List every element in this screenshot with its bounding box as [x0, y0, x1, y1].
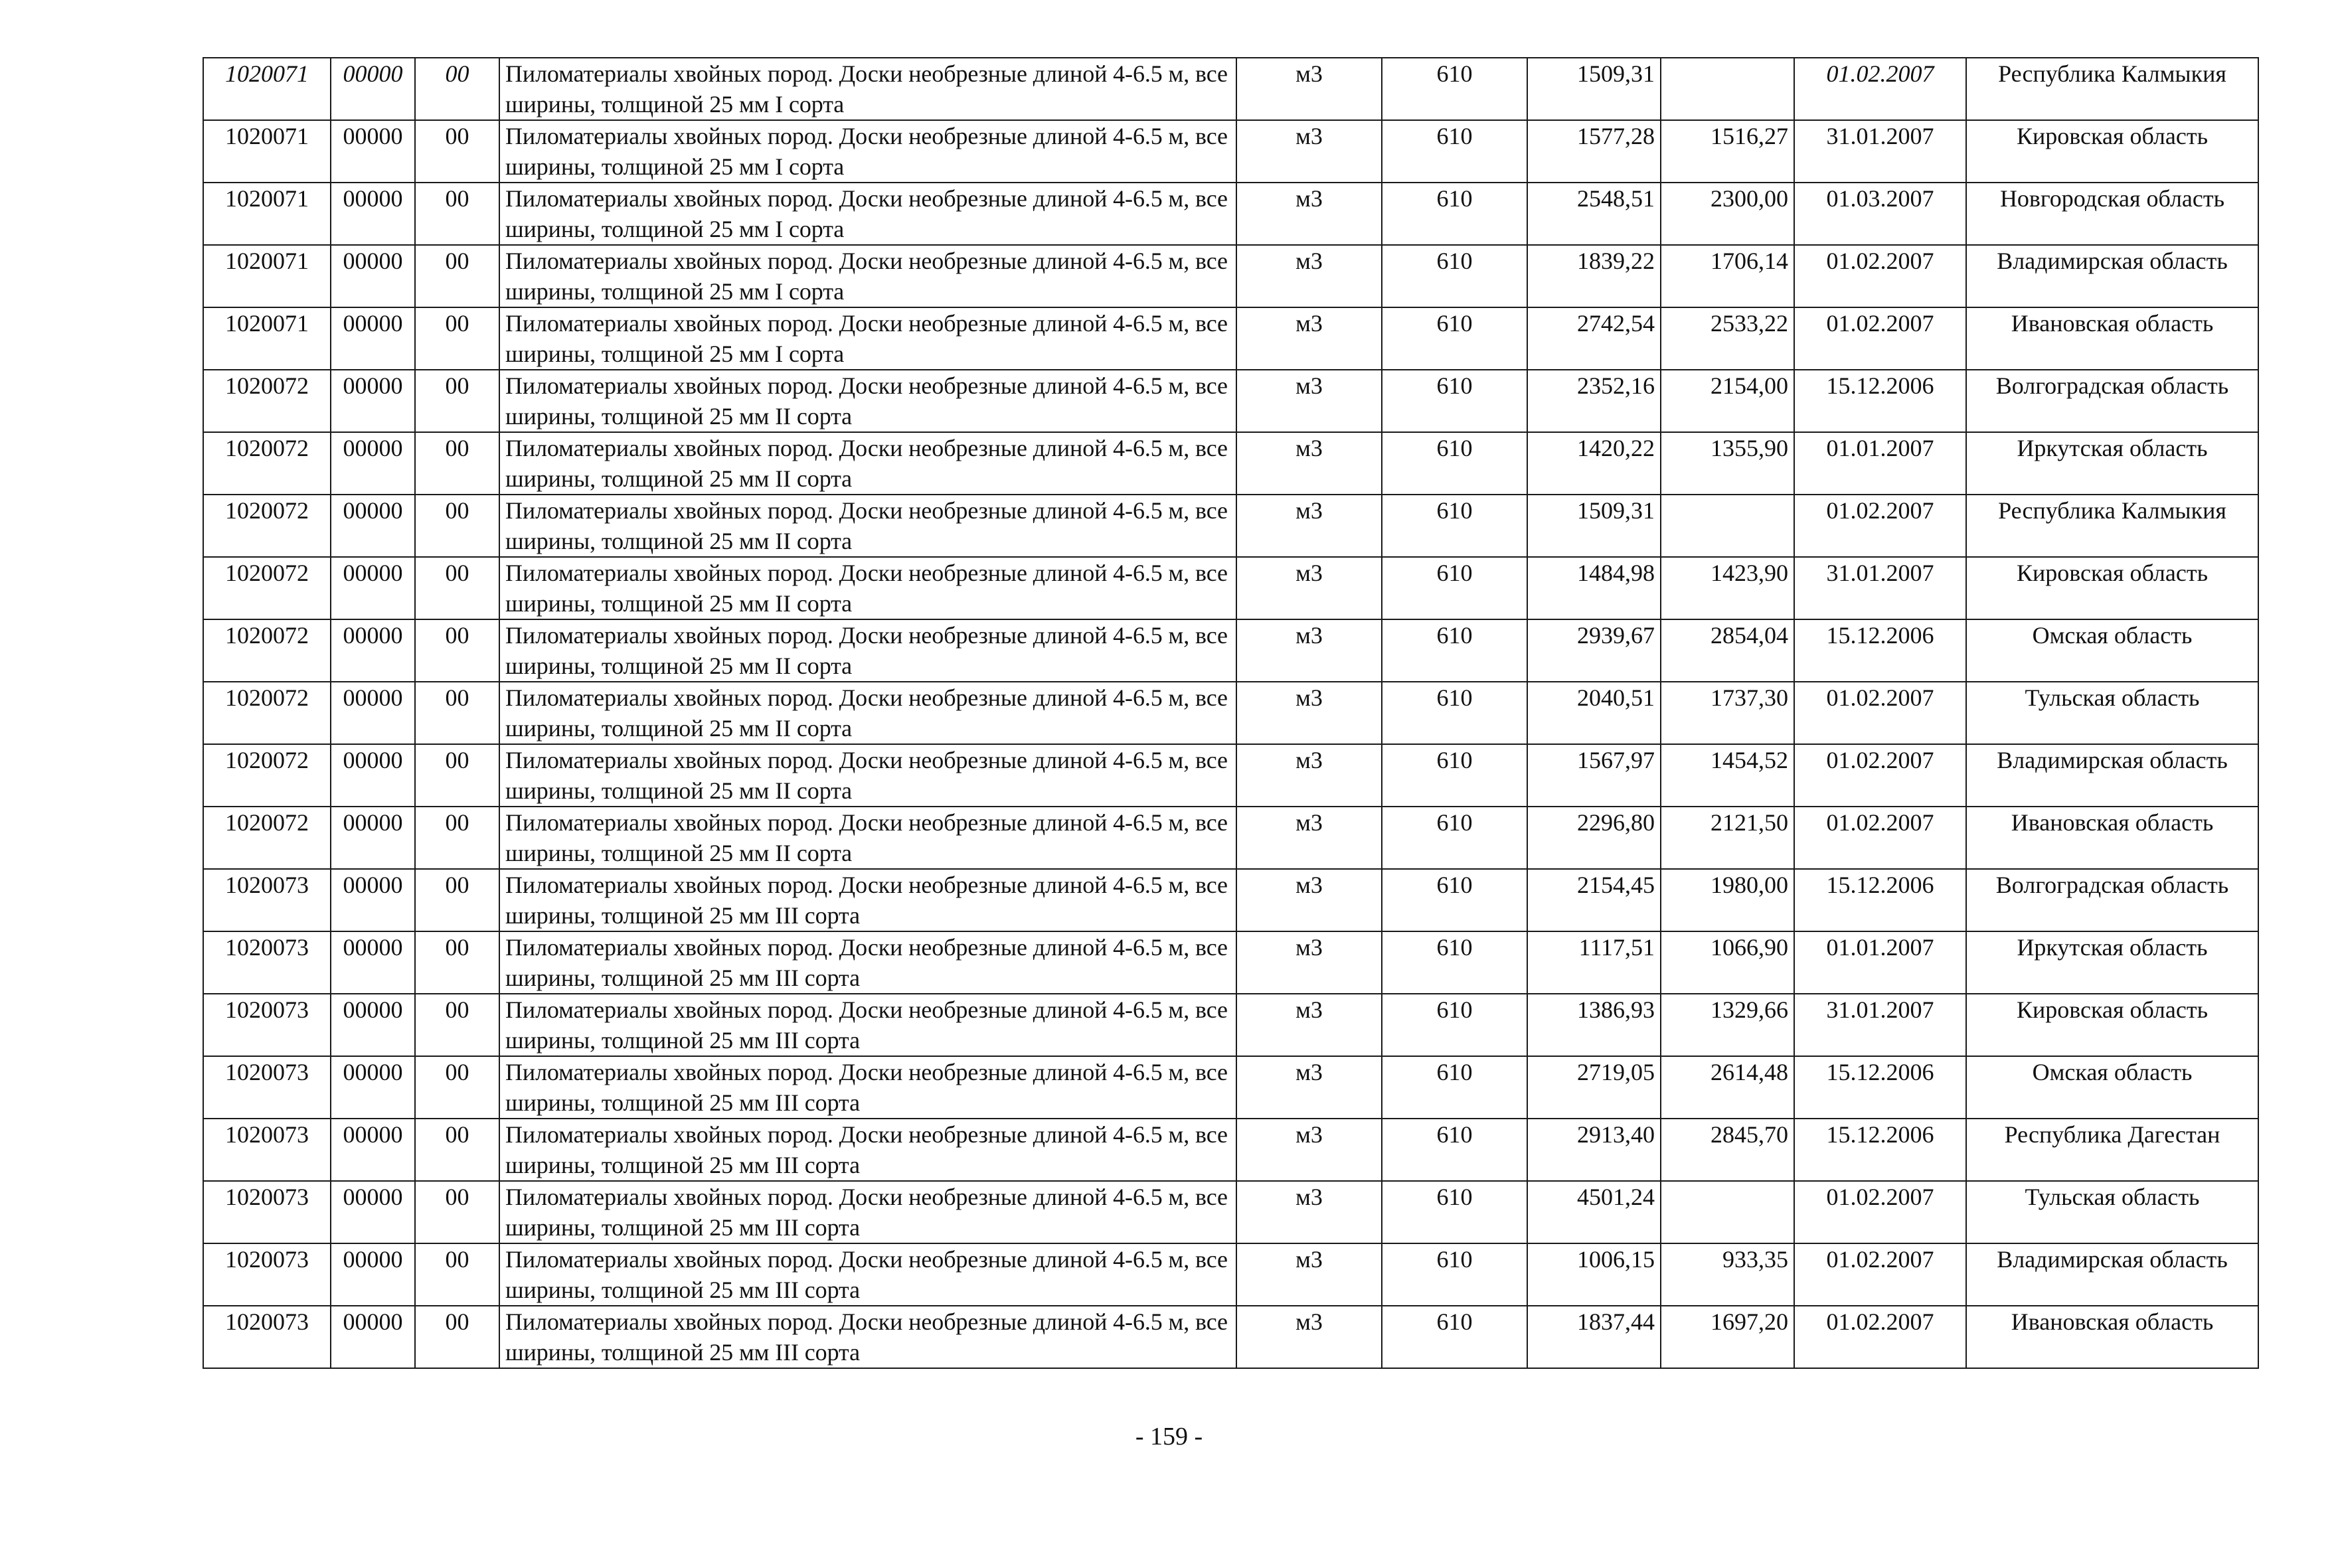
cell-region: Ивановская область	[1966, 807, 2258, 869]
cell-price-2: 1980,00	[1661, 869, 1794, 931]
cell-description: Пиломатериалы хвойных пород. Доски необрезные длиной 4-6.5 м, все ширины, толщиной 25 мм III сорта	[499, 994, 1236, 1056]
cell-region: Республика Калмыкия	[1966, 495, 2258, 557]
cell-price: 2719,05	[1527, 1056, 1661, 1119]
cell-unit: м3	[1236, 183, 1382, 245]
cell-unit: м3	[1236, 495, 1382, 557]
cell-subcode: 00000	[331, 619, 415, 682]
cell-subcode-2: 00	[415, 1056, 499, 1119]
cell-description: Пиломатериалы хвойных пород. Доски необрезные длиной 4-6.5 м, все ширины, толщиной 25 мм III сорта	[499, 1056, 1236, 1119]
cell-subcode-2: 00	[415, 307, 499, 370]
cell-subcode-2: 00	[415, 1119, 499, 1181]
cell-description: Пиломатериалы хвойных пород. Доски необрезные длиной 4-6.5 м, все ширины, толщиной 25 мм II сорта	[499, 370, 1236, 432]
cell-unit: м3	[1236, 994, 1382, 1056]
cell-code: 1020071	[203, 183, 331, 245]
cell-description: Пиломатериалы хвойных пород. Доски необрезные длиной 4-6.5 м, все ширины, толщиной 25 мм I сорта	[499, 120, 1236, 183]
cell-price-2: 1423,90	[1661, 557, 1794, 619]
table-row	[203, 1119, 2258, 1181]
cell-description: Пиломатериалы хвойных пород. Доски необрезные длиной 4-6.5 м, все ширины, толщиной 25 мм I сорта	[499, 58, 1236, 120]
cell-region: Республика Дагестан	[1966, 1119, 2258, 1181]
cell-number: 610	[1382, 557, 1527, 619]
table-body	[203, 58, 2258, 1368]
table-row	[203, 1306, 2258, 1368]
cell-price: 4501,24	[1527, 1181, 1661, 1243]
cell-subcode: 00000	[331, 370, 415, 432]
cell-price-2: 1516,27	[1661, 120, 1794, 183]
cell-unit: м3	[1236, 619, 1382, 682]
cell-unit: м3	[1236, 1056, 1382, 1119]
cell-number: 610	[1382, 1306, 1527, 1368]
table-row	[203, 1181, 2258, 1243]
table-row	[203, 58, 2258, 120]
cell-subcode-2: 00	[415, 869, 499, 931]
cell-subcode: 00000	[331, 1243, 415, 1306]
cell-subcode-2: 00	[415, 744, 499, 807]
cell-subcode: 00000	[331, 994, 415, 1056]
cell-price: 2548,51	[1527, 183, 1661, 245]
cell-code: 1020073	[203, 869, 331, 931]
table-row	[203, 869, 2258, 931]
table-row	[203, 495, 2258, 557]
cell-price: 1837,44	[1527, 1306, 1661, 1368]
cell-number: 610	[1382, 370, 1527, 432]
cell-unit: м3	[1236, 1306, 1382, 1368]
table-row	[203, 619, 2258, 682]
cell-description: Пиломатериалы хвойных пород. Доски необрезные длиной 4-6.5 м, все ширины, толщиной 25 мм I сорта	[499, 307, 1236, 370]
cell-unit: м3	[1236, 1243, 1382, 1306]
cell-date: 01.03.2007	[1794, 183, 1966, 245]
cell-subcode: 00000	[331, 744, 415, 807]
table-row	[203, 1243, 2258, 1306]
cell-code: 1020072	[203, 370, 331, 432]
cell-description: Пиломатериалы хвойных пород. Доски необрезные длиной 4-6.5 м, все ширины, толщиной 25 мм II сорта	[499, 619, 1236, 682]
cell-subcode: 00000	[331, 245, 415, 307]
table-row	[203, 557, 2258, 619]
cell-code: 1020073	[203, 1306, 331, 1368]
cell-region: Ивановская область	[1966, 1306, 2258, 1368]
cell-date: 01.02.2007	[1794, 682, 1966, 744]
cell-number: 610	[1382, 183, 1527, 245]
cell-price-2: 2614,48	[1661, 1056, 1794, 1119]
cell-price: 1386,93	[1527, 994, 1661, 1056]
cell-region: Кировская область	[1966, 994, 2258, 1056]
cell-price-2: 1355,90	[1661, 432, 1794, 495]
cell-code: 1020073	[203, 994, 331, 1056]
table-row	[203, 994, 2258, 1056]
cell-date: 01.02.2007	[1794, 1306, 1966, 1368]
cell-subcode: 00000	[331, 58, 415, 120]
cell-subcode-2: 00	[415, 120, 499, 183]
cell-price-2: 1697,20	[1661, 1306, 1794, 1368]
cell-subcode-2: 00	[415, 58, 499, 120]
cell-date: 01.02.2007	[1794, 744, 1966, 807]
page-number: - 159 -	[1135, 1423, 1203, 1450]
cell-code: 1020071	[203, 245, 331, 307]
cell-description: Пиломатериалы хвойных пород. Доски необрезные длиной 4-6.5 м, все ширины, толщиной 25 мм III сорта	[499, 1306, 1236, 1368]
cell-number: 610	[1382, 245, 1527, 307]
cell-region: Кировская область	[1966, 120, 2258, 183]
cell-number: 610	[1382, 432, 1527, 495]
cell-unit: м3	[1236, 744, 1382, 807]
cell-number: 610	[1382, 120, 1527, 183]
cell-number: 610	[1382, 1243, 1527, 1306]
cell-subcode-2: 00	[415, 183, 499, 245]
cell-price-2: 1454,52	[1661, 744, 1794, 807]
cell-number: 610	[1382, 495, 1527, 557]
cell-price: 1509,31	[1527, 58, 1661, 120]
cell-number: 610	[1382, 1181, 1527, 1243]
cell-unit: м3	[1236, 931, 1382, 994]
cell-unit: м3	[1236, 370, 1382, 432]
cell-subcode: 00000	[331, 495, 415, 557]
cell-code: 1020073	[203, 1243, 331, 1306]
cell-description: Пиломатериалы хвойных пород. Доски необрезные длиной 4-6.5 м, все ширины, толщиной 25 мм I сорта	[499, 183, 1236, 245]
cell-price-2: 2300,00	[1661, 183, 1794, 245]
cell-subcode: 00000	[331, 120, 415, 183]
cell-number: 610	[1382, 994, 1527, 1056]
cell-price: 2154,45	[1527, 869, 1661, 931]
cell-code: 1020073	[203, 1119, 331, 1181]
cell-date: 01.02.2007	[1794, 58, 1966, 120]
cell-region: Тульская область	[1966, 1181, 2258, 1243]
cell-date: 15.12.2006	[1794, 1056, 1966, 1119]
cell-subcode-2: 00	[415, 432, 499, 495]
cell-region: Волгоградская область	[1966, 869, 2258, 931]
cell-number: 610	[1382, 807, 1527, 869]
cell-price-2: 933,35	[1661, 1243, 1794, 1306]
cell-subcode-2: 00	[415, 807, 499, 869]
table-row	[203, 1056, 2258, 1119]
table-row	[203, 807, 2258, 869]
cell-subcode-2: 00	[415, 495, 499, 557]
cell-date: 01.01.2007	[1794, 931, 1966, 994]
cell-code: 1020072	[203, 682, 331, 744]
cell-date: 15.12.2006	[1794, 370, 1966, 432]
cell-unit: м3	[1236, 432, 1382, 495]
cell-region: Тульская область	[1966, 682, 2258, 744]
cell-date: 31.01.2007	[1794, 994, 1966, 1056]
cell-region: Владимирская область	[1966, 245, 2258, 307]
cell-date: 01.02.2007	[1794, 1243, 1966, 1306]
cell-price-2	[1661, 1181, 1794, 1243]
table-row	[203, 120, 2258, 183]
cell-price: 1420,22	[1527, 432, 1661, 495]
cell-unit: м3	[1236, 58, 1382, 120]
cell-price-2	[1661, 495, 1794, 557]
cell-subcode-2: 00	[415, 1306, 499, 1368]
cell-code: 1020071	[203, 307, 331, 370]
cell-price-2: 1066,90	[1661, 931, 1794, 994]
cell-region: Волгоградская область	[1966, 370, 2258, 432]
cell-date: 01.02.2007	[1794, 307, 1966, 370]
cell-price: 1839,22	[1527, 245, 1661, 307]
cell-subcode: 00000	[331, 432, 415, 495]
cell-price-2: 2154,00	[1661, 370, 1794, 432]
cell-unit: м3	[1236, 807, 1382, 869]
cell-description: Пиломатериалы хвойных пород. Доски необрезные длиной 4-6.5 м, все ширины, толщиной 25 мм III сорта	[499, 1181, 1236, 1243]
cell-description: Пиломатериалы хвойных пород. Доски необрезные длиной 4-6.5 м, все ширины, толщиной 25 мм III сорта	[499, 1119, 1236, 1181]
cell-code: 1020072	[203, 807, 331, 869]
table-row	[203, 370, 2258, 432]
cell-unit: м3	[1236, 682, 1382, 744]
cell-price-2: 1329,66	[1661, 994, 1794, 1056]
cell-price: 2939,67	[1527, 619, 1661, 682]
cell-code: 1020072	[203, 557, 331, 619]
cell-price: 2352,16	[1527, 370, 1661, 432]
cell-code: 1020073	[203, 1056, 331, 1119]
cell-date: 01.01.2007	[1794, 432, 1966, 495]
cell-unit: м3	[1236, 1119, 1382, 1181]
cell-unit: м3	[1236, 245, 1382, 307]
cell-region: Республика Калмыкия	[1966, 58, 2258, 120]
cell-number: 610	[1382, 682, 1527, 744]
cell-subcode-2: 00	[415, 557, 499, 619]
cell-price-2: 1737,30	[1661, 682, 1794, 744]
cell-date: 31.01.2007	[1794, 120, 1966, 183]
price-table	[203, 57, 2259, 1369]
table-row	[203, 744, 2258, 807]
cell-subcode: 00000	[331, 682, 415, 744]
cell-description: Пиломатериалы хвойных пород. Доски необрезные длиной 4-6.5 м, все ширины, толщиной 25 мм III сорта	[499, 1243, 1236, 1306]
cell-date: 15.12.2006	[1794, 619, 1966, 682]
cell-description: Пиломатериалы хвойных пород. Доски необрезные длиной 4-6.5 м, все ширины, толщиной 25 мм II сорта	[499, 744, 1236, 807]
cell-subcode-2: 00	[415, 1181, 499, 1243]
cell-description: Пиломатериалы хвойных пород. Доски необрезные длиной 4-6.5 м, все ширины, толщиной 25 мм III сорта	[499, 931, 1236, 994]
cell-code: 1020072	[203, 744, 331, 807]
cell-description: Пиломатериалы хвойных пород. Доски необрезные длиной 4-6.5 м, все ширины, толщиной 25 мм I сорта	[499, 245, 1236, 307]
cell-price-2	[1661, 58, 1794, 120]
cell-price-2: 2845,70	[1661, 1119, 1794, 1181]
cell-description: Пиломатериалы хвойных пород. Доски необрезные длиной 4-6.5 м, все ширины, толщиной 25 мм III сорта	[499, 869, 1236, 931]
cell-price: 1484,98	[1527, 557, 1661, 619]
cell-subcode: 00000	[331, 931, 415, 994]
cell-code: 1020072	[203, 495, 331, 557]
cell-code: 1020071	[203, 58, 331, 120]
cell-subcode-2: 00	[415, 619, 499, 682]
table-row	[203, 245, 2258, 307]
cell-region: Иркутская область	[1966, 432, 2258, 495]
cell-unit: м3	[1236, 120, 1382, 183]
cell-number: 610	[1382, 931, 1527, 994]
cell-date: 15.12.2006	[1794, 1119, 1966, 1181]
cell-subcode: 00000	[331, 869, 415, 931]
cell-region: Иркутская область	[1966, 931, 2258, 994]
cell-number: 610	[1382, 307, 1527, 370]
cell-region: Владимирская область	[1966, 744, 2258, 807]
cell-price-2: 2854,04	[1661, 619, 1794, 682]
cell-subcode: 00000	[331, 1306, 415, 1368]
cell-code: 1020071	[203, 120, 331, 183]
cell-price-2: 2533,22	[1661, 307, 1794, 370]
cell-price: 1567,97	[1527, 744, 1661, 807]
cell-date: 01.02.2007	[1794, 495, 1966, 557]
cell-date: 01.02.2007	[1794, 807, 1966, 869]
cell-subcode: 00000	[331, 807, 415, 869]
cell-code: 1020073	[203, 931, 331, 994]
cell-region: Ивановская область	[1966, 307, 2258, 370]
cell-price: 1117,51	[1527, 931, 1661, 994]
cell-price: 2296,80	[1527, 807, 1661, 869]
table-row	[203, 307, 2258, 370]
cell-number: 610	[1382, 744, 1527, 807]
cell-date: 01.02.2007	[1794, 245, 1966, 307]
cell-number: 610	[1382, 1119, 1527, 1181]
cell-subcode: 00000	[331, 1056, 415, 1119]
cell-description: Пиломатериалы хвойных пород. Доски необрезные длиной 4-6.5 м, все ширины, толщиной 25 мм II сорта	[499, 682, 1236, 744]
cell-price: 2913,40	[1527, 1119, 1661, 1181]
cell-date: 31.01.2007	[1794, 557, 1966, 619]
cell-number: 610	[1382, 619, 1527, 682]
cell-description: Пиломатериалы хвойных пород. Доски необрезные длиной 4-6.5 м, все ширины, толщиной 25 мм II сорта	[499, 495, 1236, 557]
cell-subcode: 00000	[331, 1181, 415, 1243]
table-row	[203, 931, 2258, 994]
cell-price-2: 1706,14	[1661, 245, 1794, 307]
cell-subcode-2: 00	[415, 682, 499, 744]
cell-price: 1577,28	[1527, 120, 1661, 183]
table-row	[203, 183, 2258, 245]
cell-unit: м3	[1236, 557, 1382, 619]
table-row	[203, 682, 2258, 744]
cell-subcode-2: 00	[415, 1243, 499, 1306]
cell-number: 610	[1382, 58, 1527, 120]
cell-description: Пиломатериалы хвойных пород. Доски необрезные длиной 4-6.5 м, все ширины, толщиной 25 мм II сорта	[499, 432, 1236, 495]
cell-unit: м3	[1236, 307, 1382, 370]
cell-region: Кировская область	[1966, 557, 2258, 619]
price-list-sheet	[203, 57, 2258, 1369]
cell-price: 2742,54	[1527, 307, 1661, 370]
cell-number: 610	[1382, 1056, 1527, 1119]
cell-region: Омская область	[1966, 619, 2258, 682]
cell-code: 1020073	[203, 1181, 331, 1243]
cell-region: Омская область	[1966, 1056, 2258, 1119]
cell-unit: м3	[1236, 869, 1382, 931]
cell-price-2: 2121,50	[1661, 807, 1794, 869]
cell-code: 1020072	[203, 619, 331, 682]
cell-subcode: 00000	[331, 1119, 415, 1181]
cell-subcode-2: 00	[415, 994, 499, 1056]
cell-date: 01.02.2007	[1794, 1181, 1966, 1243]
cell-subcode-2: 00	[415, 370, 499, 432]
cell-price: 1509,31	[1527, 495, 1661, 557]
cell-subcode: 00000	[331, 557, 415, 619]
cell-price: 1006,15	[1527, 1243, 1661, 1306]
cell-description: Пиломатериалы хвойных пород. Доски необрезные длиной 4-6.5 м, все ширины, толщиной 25 мм II сорта	[499, 557, 1236, 619]
cell-description: Пиломатериалы хвойных пород. Доски необрезные длиной 4-6.5 м, все ширины, толщиной 25 мм II сорта	[499, 807, 1236, 869]
cell-number: 610	[1382, 869, 1527, 931]
cell-subcode-2: 00	[415, 931, 499, 994]
cell-region: Новгородская область	[1966, 183, 2258, 245]
cell-subcode: 00000	[331, 183, 415, 245]
cell-subcode: 00000	[331, 307, 415, 370]
cell-unit: м3	[1236, 1181, 1382, 1243]
table-row	[203, 432, 2258, 495]
cell-date: 15.12.2006	[1794, 869, 1966, 931]
cell-price: 2040,51	[1527, 682, 1661, 744]
cell-subcode-2: 00	[415, 245, 499, 307]
cell-code: 1020072	[203, 432, 331, 495]
cell-region: Владимирская область	[1966, 1243, 2258, 1306]
